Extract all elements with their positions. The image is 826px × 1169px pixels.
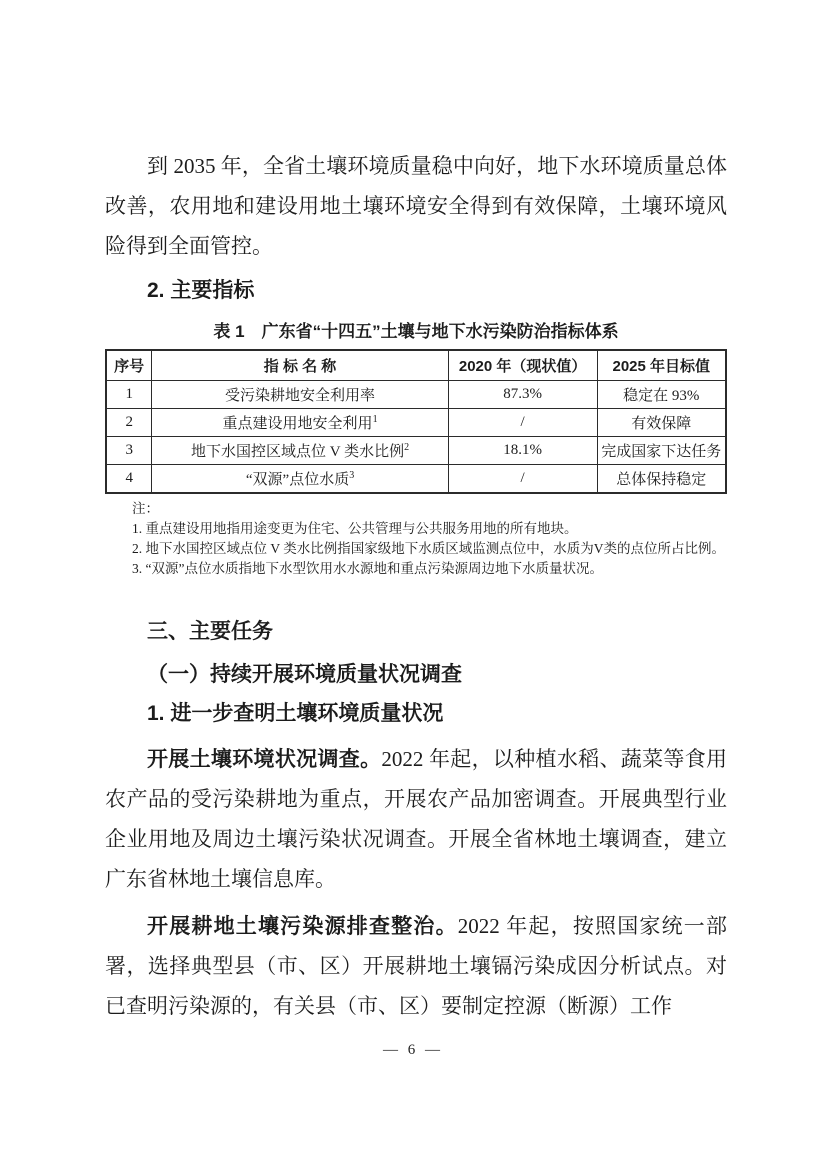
heading-section-1: （一）持续开展环境质量状况调查 [147,662,462,686]
indicator-name-text: 重点建设用地安全利用 [222,416,373,432]
column-header-2025: 2025 年目标值 [597,350,726,381]
paragraph-lead-bold: 开展土壤环境状况调查。 [147,747,382,771]
cell-2020-value: 87.3% [448,381,597,409]
heading-main-indicators: 2. 主要指标 [147,279,255,302]
paragraph-body-text: 2022 年起，以种植水稻、蔬菜等食用农产品的受污染耕地为重点，开展农产品加密调查。开展典型行业企业用地及周边土壤污染状况调查。开展全省林地土壤调查，建立广东省林地土壤信息库。 [105,747,728,891]
indicators-table [105,349,727,494]
column-header-number: 序号 [106,350,152,381]
cell-2025-target: 总体保持稳定 [597,465,726,494]
indicator-name-text: 地下水国控区域点位 V 类水比例 [191,444,405,460]
footnote-marker: 3 [349,470,355,481]
table-row [106,465,726,494]
paragraph-body-text: 2022 年起，按照国家统一部署，选择典型县（市、区）开展耕地土壤镉污染成因分析试点。对已查明污染源的，有关县（市、区）要制定控源（断源）工作 [105,914,728,1018]
column-header-2020: 2020 年（现状值） [448,350,597,381]
heading-main-tasks: 三、主要任务 [147,620,273,643]
table-note-3: 3. “双源”点位水质指地下水型饮用水水源地和重点污染源周边地下水质量状况。 [132,561,603,576]
cell-indicator-name [152,465,448,494]
table-header-row [106,350,726,381]
footnote-marker: 1 [372,414,378,425]
heading-subsection-1-1: 1. 进一步查明土壤环境质量状况 [147,702,444,725]
cell-2025-target: 有效保障 [597,409,726,437]
table-row [106,437,726,465]
footnote-marker: 2 [404,442,410,453]
cell-2020-value: / [448,465,597,494]
table-row [106,409,726,437]
column-header-indicator-name: 指 标 名 称 [152,350,448,381]
paragraph-source-control [105,906,727,1026]
cell-indicator-name [152,381,448,409]
table-note-2: 2. 地下水国控区域点位 V 类水比例指国家级地下水质区域监测点位中，水质为V类的点位所占比例。 [132,541,726,556]
cell-indicator-name [152,437,448,465]
cell-row-number: 3 [106,437,152,465]
table-title: 表 1 广东省“十四五”土壤与地下水污染防治指标体系 [213,322,619,341]
cell-2025-target: 稳定在 93% [597,381,726,409]
table-row [106,381,726,409]
cell-2025-target: 完成国家下达任务 [597,437,726,465]
intro-paragraph: 到 2035 年，全省土壤环境质量稳中向好，地下水环境质量总体改善，农用地和建设用地土壤环境安全得到有效保障，土壤环境风险得到全面管控。 [105,154,727,258]
page-content [105,146,727,1026]
indicator-name-text: “双源”点位水质 [245,472,350,488]
paragraph-lead-bold: 开展耕地土壤污染源排查整治。 [147,914,458,938]
cell-indicator-name [152,409,448,437]
cell-2020-value: 18.1% [448,437,597,465]
cell-row-number: 1 [106,381,152,409]
page-number: — 6 — [383,1042,443,1058]
indicator-name-text: 受污染耕地安全利用率 [225,388,376,404]
cell-2020-value: / [448,409,597,437]
cell-row-number: 2 [106,409,152,437]
cell-row-number: 4 [106,465,152,494]
notes-label: 注： [132,501,159,516]
paragraph-soil-survey [105,739,727,899]
table-note-1: 1. 重点建设用地指用途变更为住宅、公共管理与公共服务用地的所有地块。 [132,521,578,536]
table-notes [105,499,727,579]
